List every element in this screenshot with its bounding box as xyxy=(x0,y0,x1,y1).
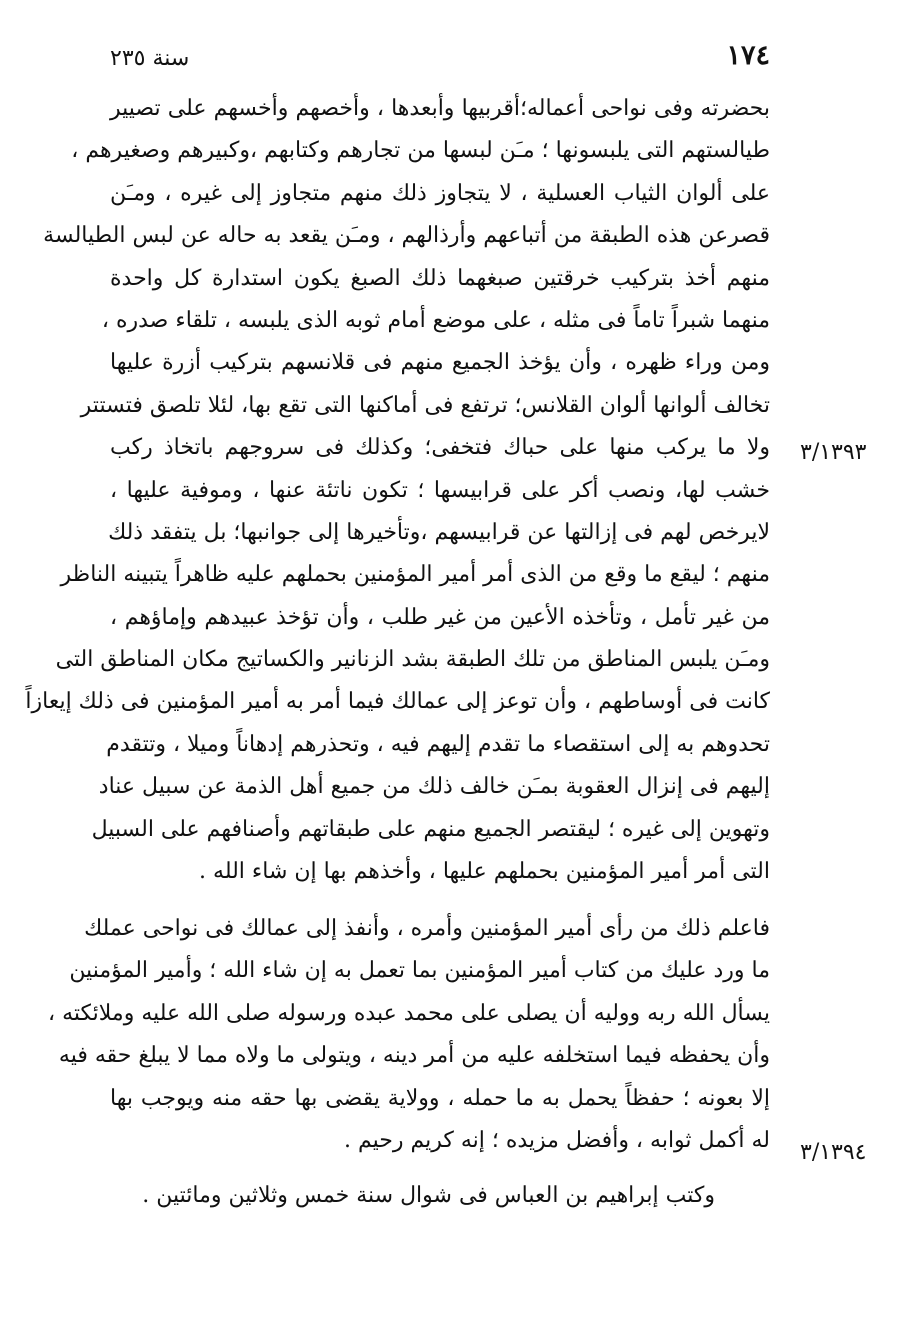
text-line: وأن يحفظه فيما استخلفه عليه من أمر دينه ، ويتولى ما ولاه مما لا يبلغ حقه فيه xyxy=(58,1043,770,1069)
text-line: منهم أخذ بتركيب خرقتين صبغهما ذلك الصبغ يكون استدارة كل واحدة xyxy=(110,265,770,291)
text-line: تخالف ألوانها ألوان القلانس؛ ترتفع فى أماكنها التى تقع بها، لئلا تلصق فتستتر xyxy=(80,392,770,418)
margin-reference: ٣/١٣٩٣ xyxy=(800,440,867,465)
text-line: وتهوين إلى غيره ؛ ليقتصر الجميع منهم على طبقاتهم وأصنافهم على السبيل xyxy=(91,816,770,842)
text-line: بحضرته وفى نواحى أعماله؛أقربيها وأبعدها ، وأخصهم وأخسهم على تصيير xyxy=(110,96,770,121)
text-line: ما ورد عليك من كتاب أمير المؤمنين بما تعمل به إن شاء الله ؛ وأمير المؤمنين xyxy=(69,958,770,984)
year-heading: سنة ٢٣٥ xyxy=(110,46,190,71)
text-line: إلا بعونه ؛ حفظاً يحمل به ما حمله ، وولاية يقضى بها حقه منه ويوجب بها xyxy=(110,1085,770,1111)
text-line: فاعلم ذلك من رأى أمير المؤمنين وأمره ، وأنفذ إلى عمالك فى نواحى عملك xyxy=(84,916,770,941)
text-line: خشب لها، ونصب أكر على قرابيسها ؛ تكون ناتئة عنها ، وموفية عليها ، xyxy=(110,477,770,503)
text-line: كانت فى أوساطهم ، وأن توعز إلى عمالك فيما أمر به أمير المؤمنين فى ذلك إيعازاً xyxy=(25,689,770,715)
text-line: طيالستهم التى يلبسونها ؛ مـَن لبسها من تجارهم وكتابهم ،وكبيرهم وصغيرهم ، xyxy=(71,138,770,164)
text-line: ومـَن يلبس المناطق من تلك الطبقة بشد الزنانير والكساتيج مكان المناطق التى xyxy=(55,647,770,673)
margin-reference: ٣/١٣٩٤ xyxy=(800,1140,867,1165)
text-line: له أكمل ثوابه ، وأفضل مزيده ؛ إنه كريم رحيم . xyxy=(343,1127,770,1153)
text-line: منهم ؛ ليقع ما وقع من الذى أمر أمير المؤمنين بحملهم عليه ظاهراً يتبينه الناظر xyxy=(60,562,770,588)
text-line: منهما شبراً تاماً فى مثله ، على موضع أمام ثوبه الذى يلبسه ، تلقاء صدره ، xyxy=(101,307,770,333)
closing-paragraph xyxy=(110,1175,770,1217)
text-line: من غير تأمل ، وتأخذه الأعين من غير طلب ، وأن تؤخذ عبيدهم وإماؤهم ، xyxy=(110,604,770,630)
text-line: لايرخص لهم فى إزالتها عن قرابيسهم ،وتأخيرها إلى جوانبها؛ بل يتفقد ذلك xyxy=(108,519,770,545)
paragraph xyxy=(47,908,770,1162)
text-line: يسأل الله ربه ووليه أن يصلى على محمد عبده ورسوله صلى الله عليه وملائكته ، xyxy=(47,1000,770,1026)
text-line: قصرعن هذه الطبقة من أتباعهم وأرذالهم ، ومـَن يقعد به حاله عن لبس الطيالسة xyxy=(43,223,770,249)
paragraph xyxy=(25,88,770,893)
text-line: على ألوان الثياب العسلية ، لا يتجاوز ذلك منهم متجاوز إلى غيره ، ومـَن xyxy=(110,180,770,206)
text-line: تحدوهم به إلى استقصاء ما تقدم إليهم فيه ، وتحذرهم إدهاناً وميلا ، وتتقدم xyxy=(106,731,770,757)
page-number: ١٧٤ xyxy=(726,40,770,71)
text-line: ومن وراء ظهره ، وأن يؤخذ الجميع منهم فى قلانسهم بتركيب أزرة عليها xyxy=(110,350,770,376)
page-header xyxy=(110,40,770,80)
text-line: التى أمر أمير المؤمنين بحملهم عليها ، وأخذهم بها إن شاء الله . xyxy=(199,859,770,885)
closing-line: وكتب إبراهيم بن العباس فى شوال سنة خمس وثلاثين ومائتين . xyxy=(142,1183,715,1208)
text-line: إليهم فى إنزال العقوبة بمـَن خالف ذلك من جميع أهل الذمة عن سبيل عناد xyxy=(98,774,770,800)
text-line: ولا ما يركب منها على حباك فتخفى؛ وكذلك فى سروجهم باتخاذ ركب xyxy=(110,435,770,461)
